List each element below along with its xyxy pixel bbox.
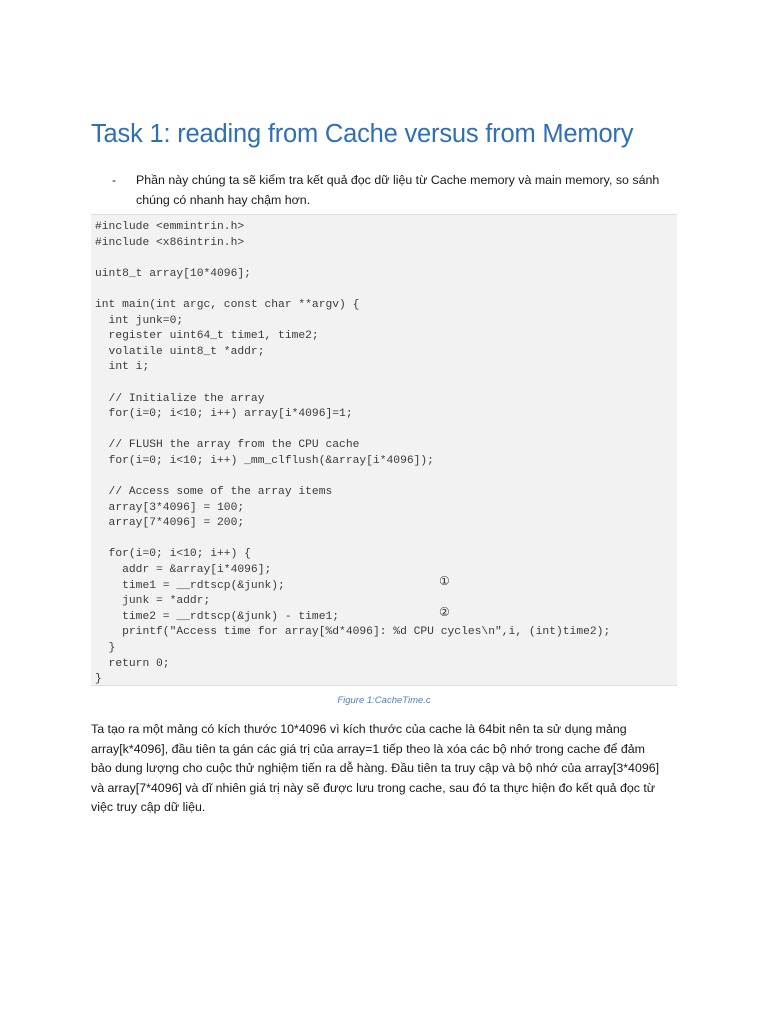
- code-line: for(i=0; i<10; i++) _mm_clflush(&array[i*4096]);: [95, 454, 434, 467]
- code-line: for(i=0; i<10; i++) {: [95, 548, 251, 561]
- code-line: register uint64_t time1, time2;: [95, 330, 319, 343]
- code-line: [95, 251, 610, 267]
- code-line: int main(int argc, const char **argv) {: [95, 298, 360, 311]
- code-line: time1 = __rdtscp(&junk);: [95, 579, 285, 592]
- code-line: return 0;: [95, 657, 170, 670]
- step-marker-1: ①: [439, 574, 450, 588]
- code-line: volatile uint8_t *addr;: [95, 345, 265, 358]
- code-line: uint8_t array[10*4096];: [95, 267, 251, 280]
- task-heading: Task 1: reading from Cache versus from Memory: [91, 120, 634, 148]
- code-line: [95, 470, 610, 486]
- body-paragraph: [91, 720, 677, 818]
- code-line: [95, 532, 610, 548]
- code-line: int junk=0;: [95, 314, 184, 327]
- code-line: array[7*4096] = 200;: [95, 517, 245, 530]
- code-line: [95, 423, 610, 439]
- code-listing: [91, 214, 677, 686]
- code-line: addr = &array[i*4096];: [95, 564, 272, 577]
- figure-caption: Figure 1:CacheTime.c: [337, 695, 431, 706]
- code-line: }: [95, 673, 102, 686]
- code-line: time2 = __rdtscp(&junk) - time1;: [95, 610, 340, 623]
- paragraph-line: việc truy cập dữ liệu.: [91, 800, 206, 814]
- code-line: // Access some of the array items: [95, 486, 333, 499]
- bullet-marker: -: [112, 173, 117, 187]
- code-line: // FLUSH the array from the CPU cache: [95, 439, 360, 452]
- code-lines: [95, 220, 610, 688]
- code-line: for(i=0; i<10; i++) array[i*4096]=1;: [95, 408, 353, 421]
- paragraph-line: và array[7*4096] và dĩ nhiên giá trị này sẽ được lưu trong cache, sau đó ta thực hiện đo kết quả đọc từ: [91, 780, 656, 795]
- code-line: junk = *addr;: [95, 595, 211, 608]
- code-line: [95, 282, 610, 298]
- code-line: int i;: [95, 361, 150, 374]
- code-line: printf("Access time for array[%d*4096]: %d CPU cycles\n",i, (int)time2);: [95, 626, 611, 639]
- paragraph-line: array[k*4096], đầu tiên ta gán các giá trị của array=1 tiếp theo là xóa các bộ nhớ trong cache để đảm: [91, 741, 645, 756]
- code-line: array[3*4096] = 100;: [95, 501, 245, 514]
- bullet-text-line-2: chúng có nhanh hay chậm hơn.: [136, 193, 311, 207]
- bullet-text-line-1: Phần này chúng ta sẽ kiểm tra kết quả đọc dữ liệu từ Cache memory và main memory, so sánh: [136, 173, 660, 187]
- step-marker-2: ②: [439, 605, 450, 619]
- paragraph-line: Ta tạo ra một mảng có kích thước 10*4096 vì kích thước của cache là 64bit nên ta sử dụng mảng: [91, 722, 627, 736]
- code-line: [95, 376, 610, 392]
- paragraph-line: bảo dung lượng cho cuộc thử nghiệm tiến ra dễ hàng. Đầu tiên ta truy cập và bộ nhớ của array[3*4096]: [91, 761, 660, 775]
- intro-bullet: [112, 170, 672, 210]
- code-line: // Initialize the array: [95, 392, 265, 405]
- code-line: }: [95, 642, 116, 655]
- code-line: #include <emmintrin.h>: [95, 221, 245, 233]
- code-line: #include <x86intrin.h>: [95, 236, 245, 249]
